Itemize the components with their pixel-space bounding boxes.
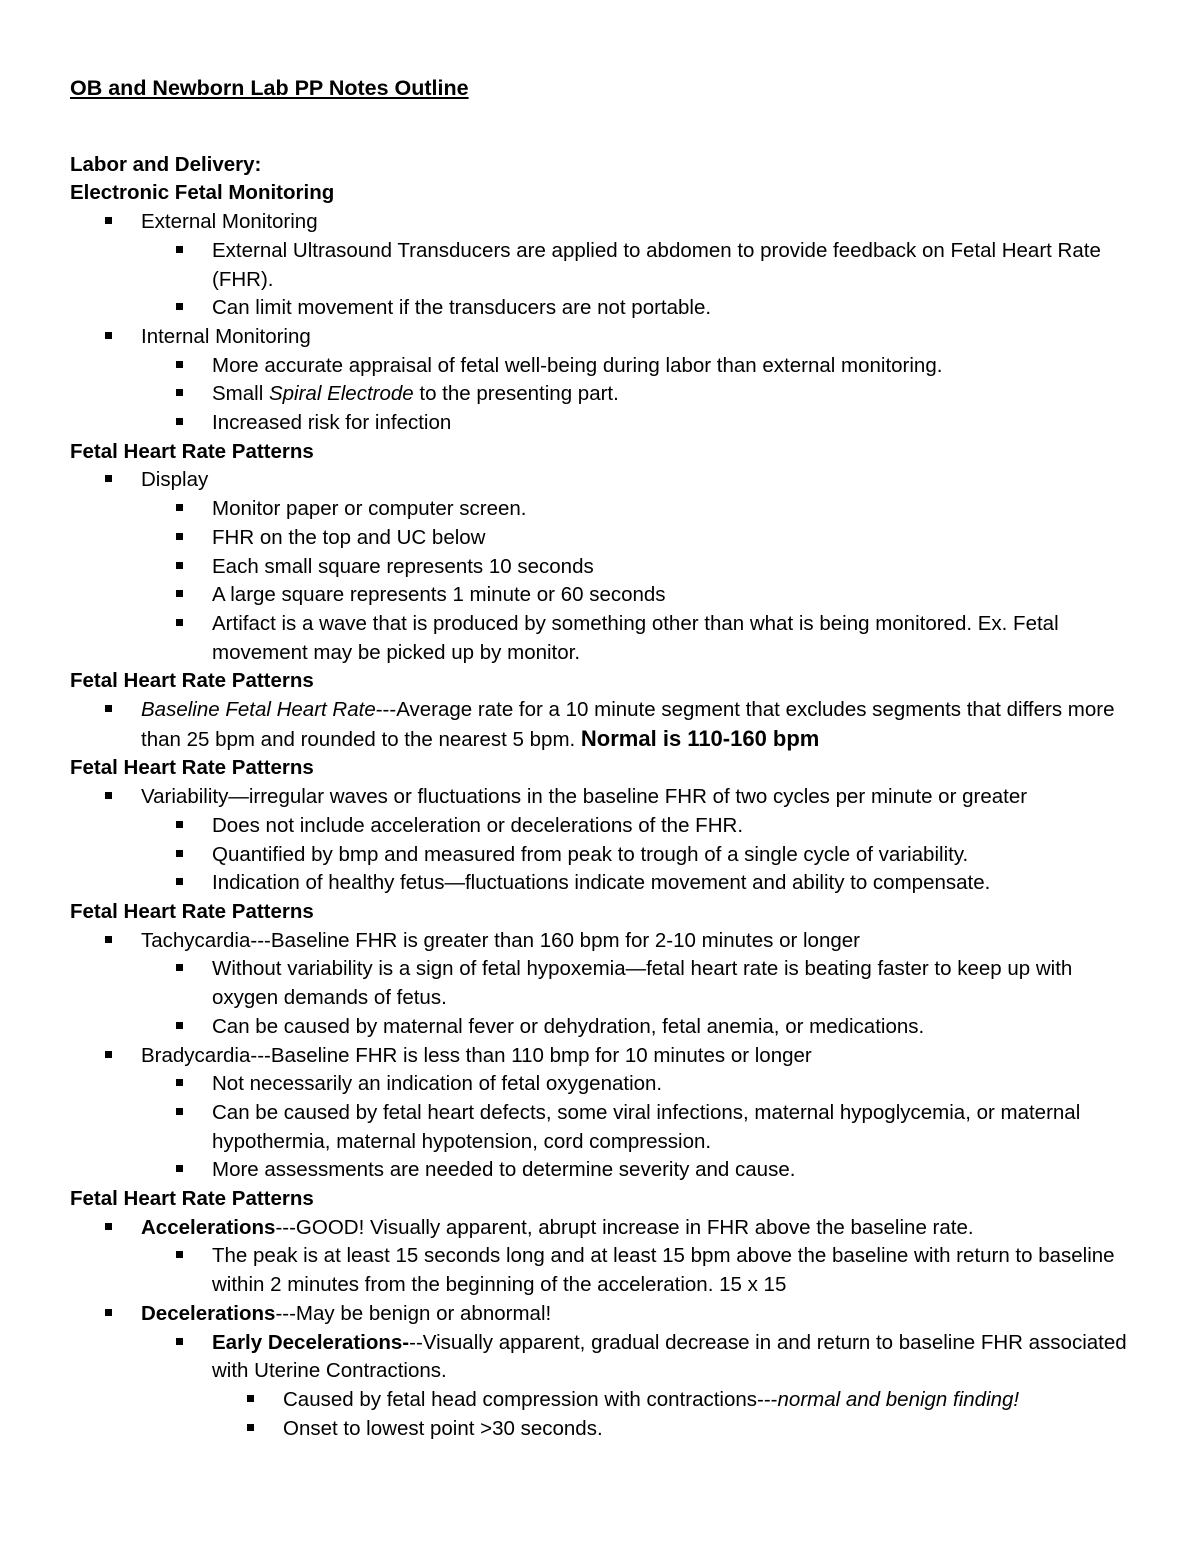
bullet-icon bbox=[176, 590, 183, 597]
bullet-icon bbox=[176, 821, 183, 828]
list-item: Quantified by bmp and measured from peak to trough of a single cycle of variability. bbox=[70, 841, 1140, 870]
bullet-icon bbox=[176, 533, 183, 540]
list-item: Caused by fetal head compression with contractions---normal and benign finding! bbox=[70, 1386, 1140, 1415]
bullet-icon bbox=[176, 504, 183, 511]
bullet-icon bbox=[176, 878, 183, 885]
bullet-icon bbox=[105, 705, 112, 712]
bullet-icon bbox=[105, 1051, 112, 1058]
list-item: Onset to lowest point >30 seconds. bbox=[70, 1415, 1140, 1444]
section-heading: Fetal Heart Rate Patterns bbox=[70, 899, 314, 923]
bullet-icon bbox=[105, 1309, 112, 1316]
list-item: Can limit movement if the transducers are not portable. bbox=[70, 294, 1140, 323]
bullet-icon bbox=[176, 246, 183, 253]
bullet-icon bbox=[247, 1424, 254, 1431]
list-item: External Ultrasound Transducers are applied to abdomen to provide feedback on Fetal Heart Rate (FHR). bbox=[70, 237, 1142, 294]
list-item: Baseline Fetal Heart Rate---Average rate for a 10 minute segment that excludes segments that differs more than 25 bpm and rounded to the nearest 5 bpm. Normal is 110-160 bpm bbox=[70, 696, 1141, 754]
bullet-icon bbox=[105, 332, 112, 339]
bullet-icon bbox=[176, 562, 183, 569]
list-item: Indication of healthy fetus—fluctuations indicate movement and ability to compensate. bbox=[70, 869, 1140, 898]
list-item: Bradycardia---Baseline FHR is less than 110 bmp for 10 minutes or longer bbox=[70, 1042, 1140, 1071]
bullet-icon bbox=[176, 418, 183, 425]
bullet-icon bbox=[176, 619, 183, 626]
bullet-icon bbox=[176, 361, 183, 368]
list-item: The peak is at least 15 seconds long and at least 15 bpm above the baseline with return to baseline within 2 minutes from the beginning of the acceleration. 15 x 15 bbox=[70, 1242, 1142, 1299]
section-heading: Fetal Heart Rate Patterns bbox=[70, 439, 314, 463]
section-heading: Fetal Heart Rate Patterns bbox=[70, 756, 314, 780]
list-item: Increased risk for infection bbox=[70, 409, 1140, 438]
list-item: Monitor paper or computer screen. bbox=[70, 495, 1140, 524]
bullet-icon bbox=[247, 1395, 254, 1402]
bullet-icon bbox=[176, 850, 183, 857]
list-item: Tachycardia---Baseline FHR is greater than 160 bpm for 2-10 minutes or longer bbox=[70, 927, 1140, 956]
list-item: Can be caused by maternal fever or dehydration, fetal anemia, or medications. bbox=[70, 1013, 1140, 1042]
bullet-icon bbox=[105, 1223, 112, 1230]
list-item: FHR on the top and UC below bbox=[70, 524, 1140, 553]
bullet-icon bbox=[176, 389, 183, 396]
bullet-icon bbox=[176, 1338, 183, 1345]
bullet-icon bbox=[105, 792, 112, 799]
list-item: Can be caused by fetal heart defects, some viral infections, maternal hypoglycemia, or maternal hypothermia, maternal hypotension, cord compression. bbox=[70, 1099, 1142, 1156]
list-item: Decelerations---May be benign or abnormal! bbox=[70, 1300, 1140, 1329]
bullet-icon bbox=[176, 1165, 183, 1172]
efm-heading: Electronic Fetal Monitoring bbox=[70, 181, 335, 205]
list-item: Display bbox=[70, 466, 1140, 495]
list-item: Internal Monitoring bbox=[70, 323, 1140, 352]
bullet-icon bbox=[176, 1079, 183, 1086]
list-item: Without variability is a sign of fetal hypoxemia—fetal heart rate is beating faster to keep up with oxygen demands of fetus. bbox=[70, 955, 1142, 1012]
bullet-icon bbox=[176, 1108, 183, 1115]
labor-delivery-heading: Labor and Delivery: bbox=[70, 152, 262, 176]
list-item: More accurate appraisal of fetal well-being during labor than external monitoring. bbox=[70, 352, 1140, 381]
document-page bbox=[70, 74, 1140, 1443]
list-item: External Monitoring bbox=[70, 208, 1140, 237]
bullet-icon bbox=[176, 1251, 183, 1258]
list-item: Accelerations---GOOD! Visually apparent, abrupt increase in FHR above the baseline rate. bbox=[70, 1214, 1140, 1243]
list-item: Small Spiral Electrode to the presenting part. bbox=[70, 380, 1140, 409]
bullet-icon bbox=[176, 1022, 183, 1029]
bullet-icon bbox=[176, 964, 183, 971]
list-item: Each small square represents 10 seconds bbox=[70, 553, 1140, 582]
section-heading: Fetal Heart Rate Patterns bbox=[70, 1187, 314, 1211]
document-title: OB and Newborn Lab PP Notes Outline bbox=[70, 76, 469, 100]
list-item: Does not include acceleration or decelerations of the FHR. bbox=[70, 812, 1140, 841]
bullet-icon bbox=[105, 936, 112, 943]
list-item: Variability—irregular waves or fluctuations in the baseline FHR of two cycles per minute or greater bbox=[70, 783, 1140, 812]
bullet-icon bbox=[105, 475, 112, 482]
list-item: More assessments are needed to determine severity and cause. bbox=[70, 1156, 1140, 1185]
bullet-icon bbox=[176, 303, 183, 310]
list-item: Artifact is a wave that is produced by something other than what is being monitored. Ex. Fetal movement may be picked up by monitor. bbox=[70, 610, 1142, 667]
list-item: Early Decelerations---Visually apparent, gradual decrease in and return to baseline FHR associated with Uterine Contractions. bbox=[70, 1329, 1142, 1386]
section-heading: Fetal Heart Rate Patterns bbox=[70, 669, 314, 693]
list-item: A large square represents 1 minute or 60 seconds bbox=[70, 581, 1140, 610]
bullet-icon bbox=[105, 217, 112, 224]
list-item: Not necessarily an indication of fetal oxygenation. bbox=[70, 1070, 1140, 1099]
